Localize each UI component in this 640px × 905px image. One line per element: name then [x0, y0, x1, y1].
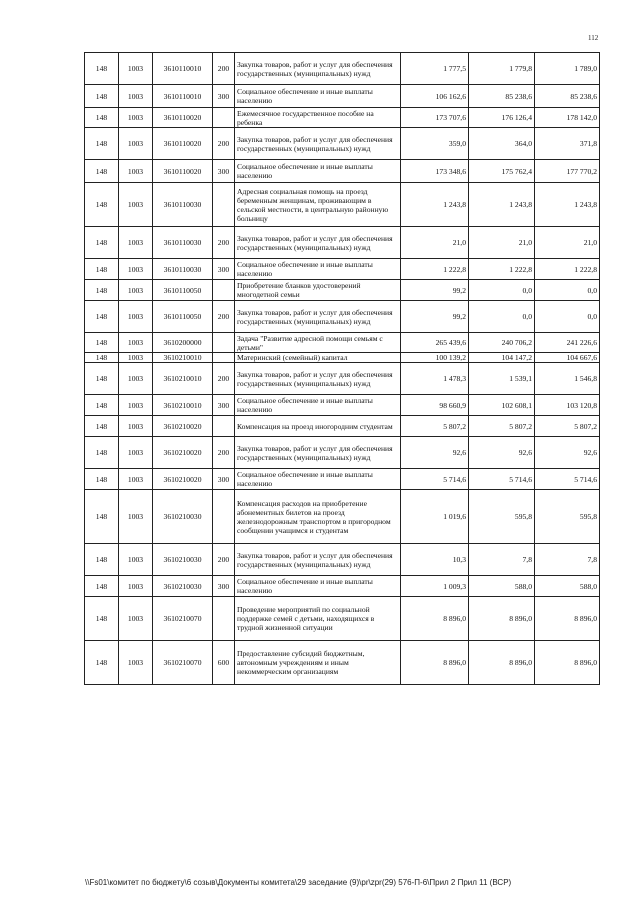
cell-target-article: 3610110050	[153, 301, 213, 333]
table-row	[85, 259, 600, 280]
cell-amount-year1: 1 009,3	[401, 576, 469, 597]
cell-description: Компенсация расходов на приобретение абонементных билетов на проезд железнодорожным транспортом в пригородном сообщении учащимся и студентам	[235, 490, 401, 544]
cell-amount-year2: 1 243,8	[469, 183, 535, 227]
cell-amount-year3: 595,8	[535, 490, 600, 544]
cell-amount-year1: 265 439,6	[401, 333, 469, 353]
cell-section-code: 1003	[119, 128, 153, 160]
cell-ministry-code: 148	[85, 641, 119, 685]
table-row	[85, 333, 600, 353]
cell-description: Закупка товаров, работ и услуг для обеспечения государственных (муниципальных) нужд	[235, 301, 401, 333]
cell-ministry-code: 148	[85, 280, 119, 301]
cell-target-article: 3610110010	[153, 53, 213, 85]
cell-amount-year2: 5 807,2	[469, 416, 535, 437]
cell-amount-year1: 1 019,6	[401, 490, 469, 544]
cell-expense-type	[213, 183, 235, 227]
cell-expense-type: 300	[213, 576, 235, 597]
cell-amount-year3: 0,0	[535, 301, 600, 333]
page-number: 112	[588, 34, 599, 42]
cell-amount-year1: 173 348,6	[401, 160, 469, 183]
cell-description: Предоставление субсидий бюджетным, автономным учреждениям и иным некоммерческим организациям	[235, 641, 401, 685]
cell-ministry-code: 148	[85, 227, 119, 259]
cell-target-article: 3610110050	[153, 280, 213, 301]
table-row	[85, 469, 600, 490]
table-row	[85, 416, 600, 437]
cell-amount-year3: 178 142,0	[535, 108, 600, 128]
cell-section-code: 1003	[119, 641, 153, 685]
cell-section-code: 1003	[119, 85, 153, 108]
table-row	[85, 490, 600, 544]
cell-amount-year2: 5 714,6	[469, 469, 535, 490]
cell-amount-year2: 364,0	[469, 128, 535, 160]
cell-section-code: 1003	[119, 160, 153, 183]
table-row	[85, 108, 600, 128]
table-row	[85, 363, 600, 395]
cell-description: Закупка товаров, работ и услуг для обеспечения государственных (муниципальных) нужд	[235, 128, 401, 160]
cell-expense-type: 300	[213, 395, 235, 416]
table-row	[85, 353, 600, 363]
cell-amount-year3: 92,6	[535, 437, 600, 469]
cell-section-code: 1003	[119, 490, 153, 544]
cell-ministry-code: 148	[85, 544, 119, 576]
table-row	[85, 183, 600, 227]
cell-amount-year2: 7,8	[469, 544, 535, 576]
cell-amount-year3: 5 714,6	[535, 469, 600, 490]
cell-ministry-code: 148	[85, 108, 119, 128]
cell-section-code: 1003	[119, 280, 153, 301]
cell-amount-year1: 5 714,6	[401, 469, 469, 490]
cell-amount-year2: 1 222,8	[469, 259, 535, 280]
cell-target-article: 3610210070	[153, 641, 213, 685]
cell-description: Социальное обеспечение и иные выплаты населению	[235, 85, 401, 108]
cell-target-article: 3610110020	[153, 128, 213, 160]
cell-expense-type: 200	[213, 128, 235, 160]
cell-expense-type	[213, 333, 235, 353]
cell-section-code: 1003	[119, 416, 153, 437]
cell-ministry-code: 148	[85, 490, 119, 544]
cell-ministry-code: 148	[85, 259, 119, 280]
cell-expense-type	[213, 597, 235, 641]
cell-expense-type: 300	[213, 85, 235, 108]
cell-target-article: 3610110030	[153, 183, 213, 227]
cell-description: Закупка товаров, работ и услуг для обеспечения государственных (муниципальных) нужд	[235, 437, 401, 469]
table-row	[85, 53, 600, 85]
cell-target-article: 3610210010	[153, 353, 213, 363]
cell-ministry-code: 148	[85, 363, 119, 395]
cell-amount-year3: 1 222,8	[535, 259, 600, 280]
cell-description: Социальное обеспечение и иные выплаты населению	[235, 469, 401, 490]
cell-description: Закупка товаров, работ и услуг для обеспечения государственных (муниципальных) нужд	[235, 53, 401, 85]
cell-ministry-code: 148	[85, 469, 119, 490]
cell-amount-year1: 99,2	[401, 280, 469, 301]
cell-expense-type: 200	[213, 544, 235, 576]
cell-description: Адресная социальная помощь на проезд беременным женщинам, проживающим в сельской местности, в центральную районную больницу	[235, 183, 401, 227]
cell-ministry-code: 148	[85, 333, 119, 353]
cell-target-article: 3610110030	[153, 259, 213, 280]
table-row	[85, 576, 600, 597]
cell-amount-year2: 8 896,0	[469, 641, 535, 685]
cell-section-code: 1003	[119, 544, 153, 576]
cell-section-code: 1003	[119, 576, 153, 597]
cell-expense-type	[213, 108, 235, 128]
cell-expense-type: 200	[213, 437, 235, 469]
cell-section-code: 1003	[119, 363, 153, 395]
cell-amount-year2: 1 779,8	[469, 53, 535, 85]
cell-expense-type: 600	[213, 641, 235, 685]
cell-section-code: 1003	[119, 53, 153, 85]
cell-target-article: 3610110020	[153, 160, 213, 183]
cell-amount-year2: 92,6	[469, 437, 535, 469]
table-row	[85, 395, 600, 416]
cell-target-article: 3610210020	[153, 469, 213, 490]
cell-amount-year1: 1 478,3	[401, 363, 469, 395]
cell-section-code: 1003	[119, 469, 153, 490]
cell-ministry-code: 148	[85, 437, 119, 469]
cell-amount-year2: 175 762,4	[469, 160, 535, 183]
cell-ministry-code: 148	[85, 53, 119, 85]
table-row	[85, 227, 600, 259]
cell-description: Социальное обеспечение и иные выплаты населению	[235, 160, 401, 183]
cell-amount-year3: 8 896,0	[535, 597, 600, 641]
cell-amount-year1: 8 896,0	[401, 597, 469, 641]
cell-amount-year3: 588,0	[535, 576, 600, 597]
cell-ministry-code: 148	[85, 597, 119, 641]
cell-amount-year2: 588,0	[469, 576, 535, 597]
cell-description: Социальное обеспечение и иные выплаты населению	[235, 395, 401, 416]
cell-ministry-code: 148	[85, 416, 119, 437]
cell-amount-year2: 8 896,0	[469, 597, 535, 641]
cell-expense-type	[213, 353, 235, 363]
cell-amount-year2: 0,0	[469, 280, 535, 301]
cell-description: Материнский (семейный) капитал	[235, 353, 401, 363]
cell-expense-type: 200	[213, 53, 235, 85]
cell-section-code: 1003	[119, 108, 153, 128]
cell-description: Компенсация на проезд иногородним студентам	[235, 416, 401, 437]
cell-target-article: 3610210030	[153, 576, 213, 597]
cell-section-code: 1003	[119, 353, 153, 363]
footer-file-path: \\Fs01\комитет по бюджету\6 созыв\Документы комитета\29 заседание (9)\pr\zpr(29) 576-П-6\Прил 2 Прил 11 (ВСР)	[85, 878, 512, 887]
cell-amount-year2: 1 539,1	[469, 363, 535, 395]
cell-expense-type	[213, 280, 235, 301]
cell-description: Закупка товаров, работ и услуг для обеспечения государственных (муниципальных) нужд	[235, 363, 401, 395]
table-row	[85, 85, 600, 108]
cell-amount-year1: 1 243,8	[401, 183, 469, 227]
cell-expense-type: 200	[213, 227, 235, 259]
cell-amount-year1: 173 707,6	[401, 108, 469, 128]
cell-expense-type	[213, 416, 235, 437]
cell-amount-year3: 5 807,2	[535, 416, 600, 437]
cell-amount-year2: 104 147,2	[469, 353, 535, 363]
cell-section-code: 1003	[119, 395, 153, 416]
cell-amount-year3: 241 226,6	[535, 333, 600, 353]
table-row	[85, 301, 600, 333]
budget-table-body	[85, 53, 600, 685]
cell-description: Задача "Развитие адресной помощи семьям с детьми"	[235, 333, 401, 353]
cell-target-article: 3610210020	[153, 437, 213, 469]
table-row	[85, 544, 600, 576]
cell-target-article: 3610210010	[153, 363, 213, 395]
cell-expense-type: 300	[213, 160, 235, 183]
cell-amount-year3: 177 770,2	[535, 160, 600, 183]
cell-section-code: 1003	[119, 183, 153, 227]
cell-amount-year1: 8 896,0	[401, 641, 469, 685]
cell-amount-year1: 5 807,2	[401, 416, 469, 437]
table-row	[85, 280, 600, 301]
table-row	[85, 128, 600, 160]
cell-amount-year2: 102 608,1	[469, 395, 535, 416]
cell-amount-year1: 106 162,6	[401, 85, 469, 108]
cell-amount-year3: 8 896,0	[535, 641, 600, 685]
cell-amount-year2: 176 126,4	[469, 108, 535, 128]
cell-amount-year2: 21,0	[469, 227, 535, 259]
cell-ministry-code: 148	[85, 395, 119, 416]
cell-amount-year3: 104 667,6	[535, 353, 600, 363]
cell-amount-year3: 0,0	[535, 280, 600, 301]
cell-section-code: 1003	[119, 333, 153, 353]
cell-expense-type: 300	[213, 259, 235, 280]
table-row	[85, 597, 600, 641]
cell-amount-year1: 92,6	[401, 437, 469, 469]
cell-section-code: 1003	[119, 597, 153, 641]
cell-target-article: 3610210010	[153, 395, 213, 416]
cell-expense-type: 200	[213, 301, 235, 333]
cell-description: Закупка товаров, работ и услуг для обеспечения государственных (муниципальных) нужд	[235, 544, 401, 576]
cell-ministry-code: 148	[85, 85, 119, 108]
cell-description: Социальное обеспечение и иные выплаты населению	[235, 576, 401, 597]
cell-section-code: 1003	[119, 437, 153, 469]
cell-amount-year3: 371,8	[535, 128, 600, 160]
cell-target-article: 3610110010	[153, 85, 213, 108]
cell-description: Ежемесячное государственное пособие на ребенка	[235, 108, 401, 128]
cell-expense-type	[213, 490, 235, 544]
cell-amount-year1: 21,0	[401, 227, 469, 259]
cell-section-code: 1003	[119, 259, 153, 280]
cell-expense-type: 300	[213, 469, 235, 490]
cell-ministry-code: 148	[85, 576, 119, 597]
cell-amount-year3: 7,8	[535, 544, 600, 576]
table-row	[85, 160, 600, 183]
cell-amount-year3: 21,0	[535, 227, 600, 259]
cell-amount-year2: 240 706,2	[469, 333, 535, 353]
cell-amount-year1: 100 139,2	[401, 353, 469, 363]
cell-target-article: 3610200000	[153, 333, 213, 353]
cell-amount-year2: 595,8	[469, 490, 535, 544]
cell-description: Проведение мероприятий по социальной поддержке семей с детьми, находящихся в трудной жизненной ситуации	[235, 597, 401, 641]
cell-amount-year1: 1 777,5	[401, 53, 469, 85]
cell-amount-year2: 85 238,6	[469, 85, 535, 108]
cell-description: Приобретение бланков удостоверений многодетной семьи	[235, 280, 401, 301]
cell-amount-year1: 1 222,8	[401, 259, 469, 280]
cell-target-article: 3610210070	[153, 597, 213, 641]
cell-ministry-code: 148	[85, 301, 119, 333]
table-row	[85, 437, 600, 469]
cell-ministry-code: 148	[85, 183, 119, 227]
cell-target-article: 3610110020	[153, 108, 213, 128]
cell-amount-year2: 0,0	[469, 301, 535, 333]
cell-target-article: 3610210020	[153, 416, 213, 437]
cell-amount-year1: 359,0	[401, 128, 469, 160]
cell-amount-year3: 1 546,8	[535, 363, 600, 395]
cell-amount-year3: 1 243,8	[535, 183, 600, 227]
cell-amount-year3: 103 120,8	[535, 395, 600, 416]
cell-target-article: 3610110030	[153, 227, 213, 259]
cell-target-article: 3610210030	[153, 544, 213, 576]
cell-section-code: 1003	[119, 227, 153, 259]
cell-description: Закупка товаров, работ и услуг для обеспечения государственных (муниципальных) нужд	[235, 227, 401, 259]
cell-amount-year1: 99,2	[401, 301, 469, 333]
cell-target-article: 3610210030	[153, 490, 213, 544]
cell-amount-year3: 1 789,0	[535, 53, 600, 85]
cell-section-code: 1003	[119, 301, 153, 333]
cell-expense-type: 200	[213, 363, 235, 395]
cell-amount-year1: 10,3	[401, 544, 469, 576]
cell-description: Социальное обеспечение и иные выплаты населению	[235, 259, 401, 280]
cell-ministry-code: 148	[85, 353, 119, 363]
cell-amount-year3: 85 238,6	[535, 85, 600, 108]
table-row	[85, 641, 600, 685]
budget-table	[84, 52, 600, 685]
cell-ministry-code: 148	[85, 160, 119, 183]
cell-amount-year1: 98 660,9	[401, 395, 469, 416]
cell-ministry-code: 148	[85, 128, 119, 160]
